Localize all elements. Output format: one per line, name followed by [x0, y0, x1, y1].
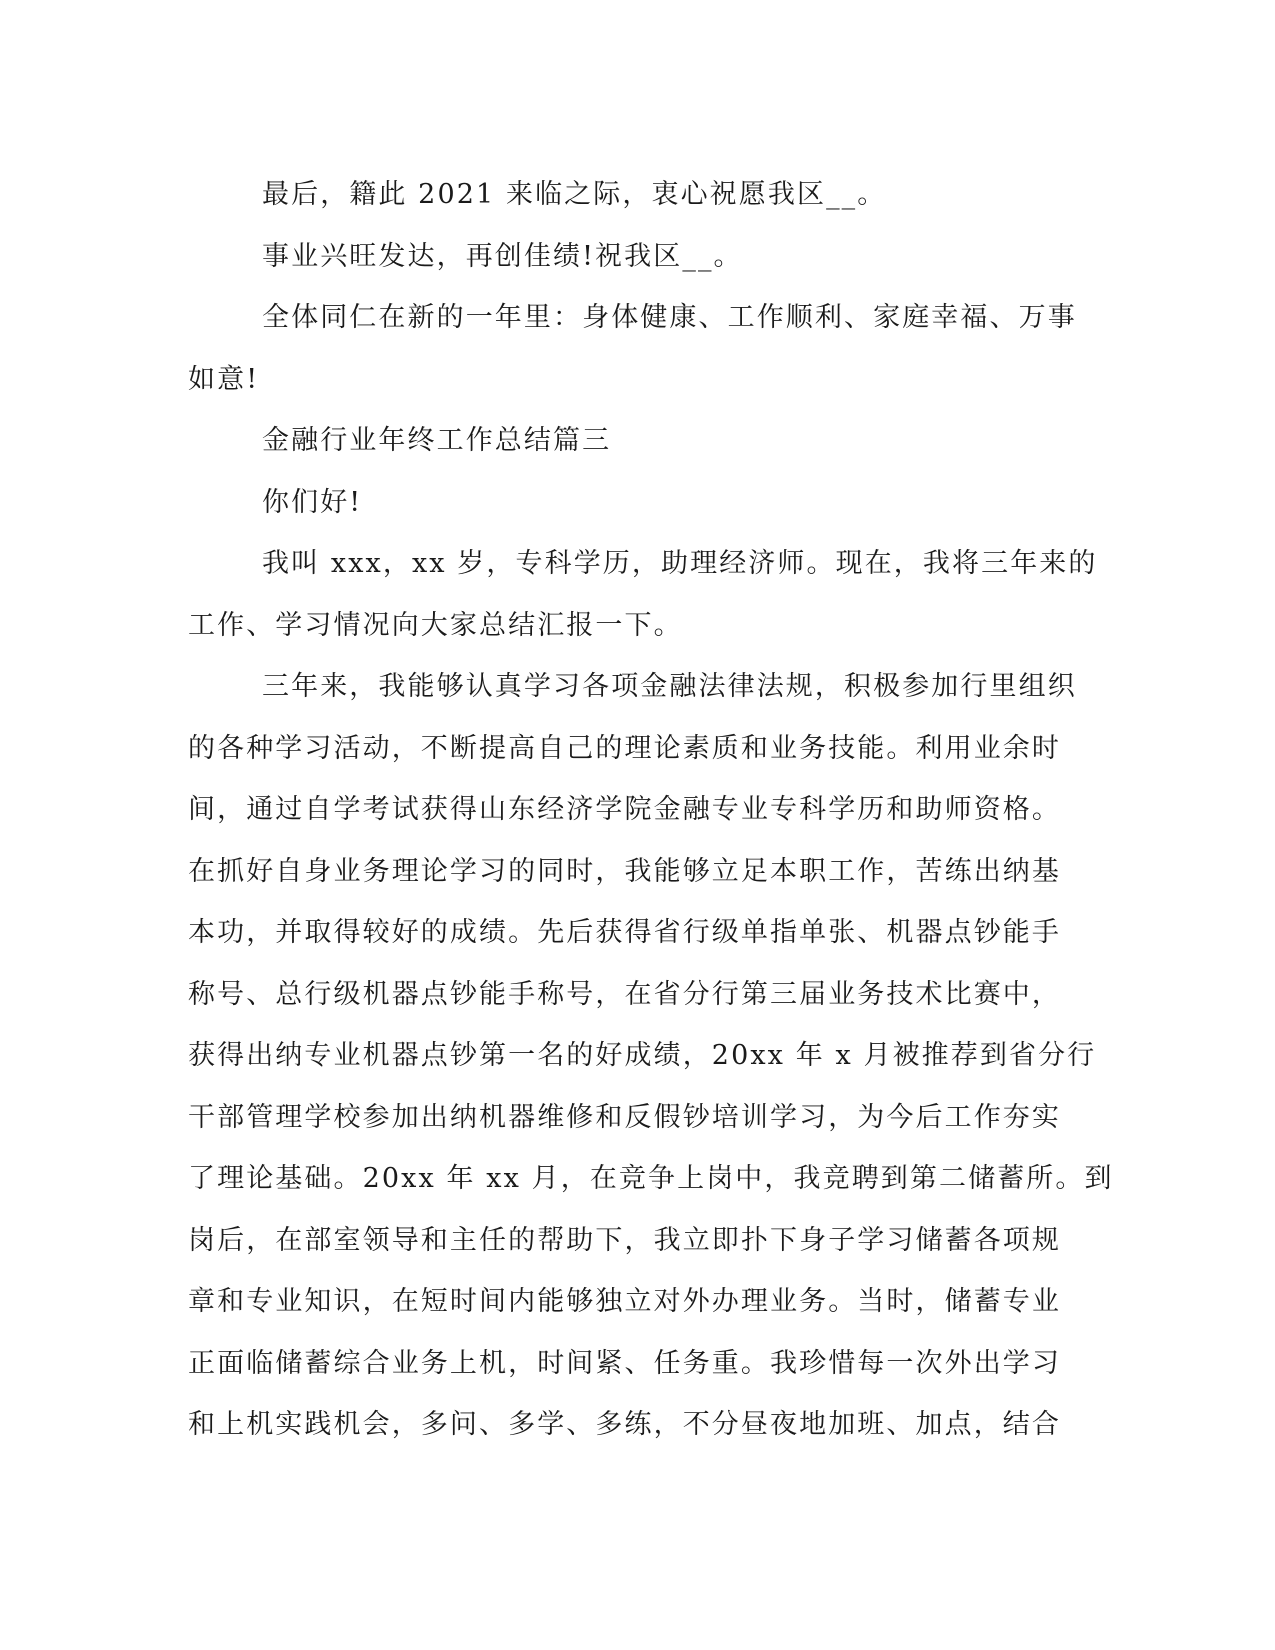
document-body	[188, 164, 1114, 1456]
text-line: 最后，籍此 2021 来临之际，衷心祝愿我区__。	[262, 179, 887, 210]
text-line: 岗后，在部室领导和主任的帮助下，我立即扑下身子学习储蓄各项规	[188, 1224, 1061, 1256]
text-line: 工作、学习情况向大家总结汇报一下。	[188, 609, 683, 641]
text-line: 了理论基础。20xx 年 xx 月，在竞争上岗中，我竞聘到第二储蓄所。到	[188, 1163, 1114, 1194]
text-line: 间，通过自学考试获得山东经济学院金融专业专科学历和助师资格。	[188, 794, 1061, 825]
text-line: 称号、总行级机器点钞能手称号，在省分行第三届业务技术比赛中，	[188, 978, 1061, 1010]
text-line: 本功，并取得较好的成绩。先后获得省行级单指单张、机器点钞能手	[188, 917, 1061, 948]
text-line: 和上机实践机会，多问、多学、多练，不分昼夜地加班、加点，结合	[188, 1409, 1061, 1440]
text-line: 获得出纳专业机器点钞第一名的好成绩，20xx 年 x 月被推荐到省分行	[188, 1040, 1097, 1071]
text-line: 事业兴旺发达，再创佳绩!祝我区__。	[262, 240, 743, 272]
text-line: 全体同仁在新的一年里：身体健康、工作顺利、家庭幸福、万事	[262, 302, 1077, 333]
text-line: 我叫 xxx，xx 岁，专科学历，助理经济师。现在，我将三年来的	[262, 548, 1098, 579]
text-line: 的各种学习活动，不断提高自己的理论素质和业务技能。利用业余时	[188, 732, 1061, 764]
text-line: 在抓好自身业务理论学习的同时，我能够立足本职工作，苦练出纳基	[188, 855, 1061, 887]
text-line: 如意!	[188, 363, 260, 395]
text-line: 三年来，我能够认真学习各项金融法律法规，积极参加行里组织	[262, 671, 1077, 702]
text-line: 正面临储蓄综合业务上机，时间紧、任务重。我珍惜每一次外出学习	[188, 1347, 1061, 1379]
text-line: 干部管理学校参加出纳机器维修和反假钞培训学习，为今后工作夯实	[188, 1101, 1061, 1133]
greeting: 你们好!	[262, 486, 363, 518]
text-line: 章和专业知识，在短时间内能够独立对外办理业务。当时，储蓄专业	[188, 1286, 1061, 1317]
section-heading: 金融行业年终工作总结篇三	[262, 425, 612, 456]
